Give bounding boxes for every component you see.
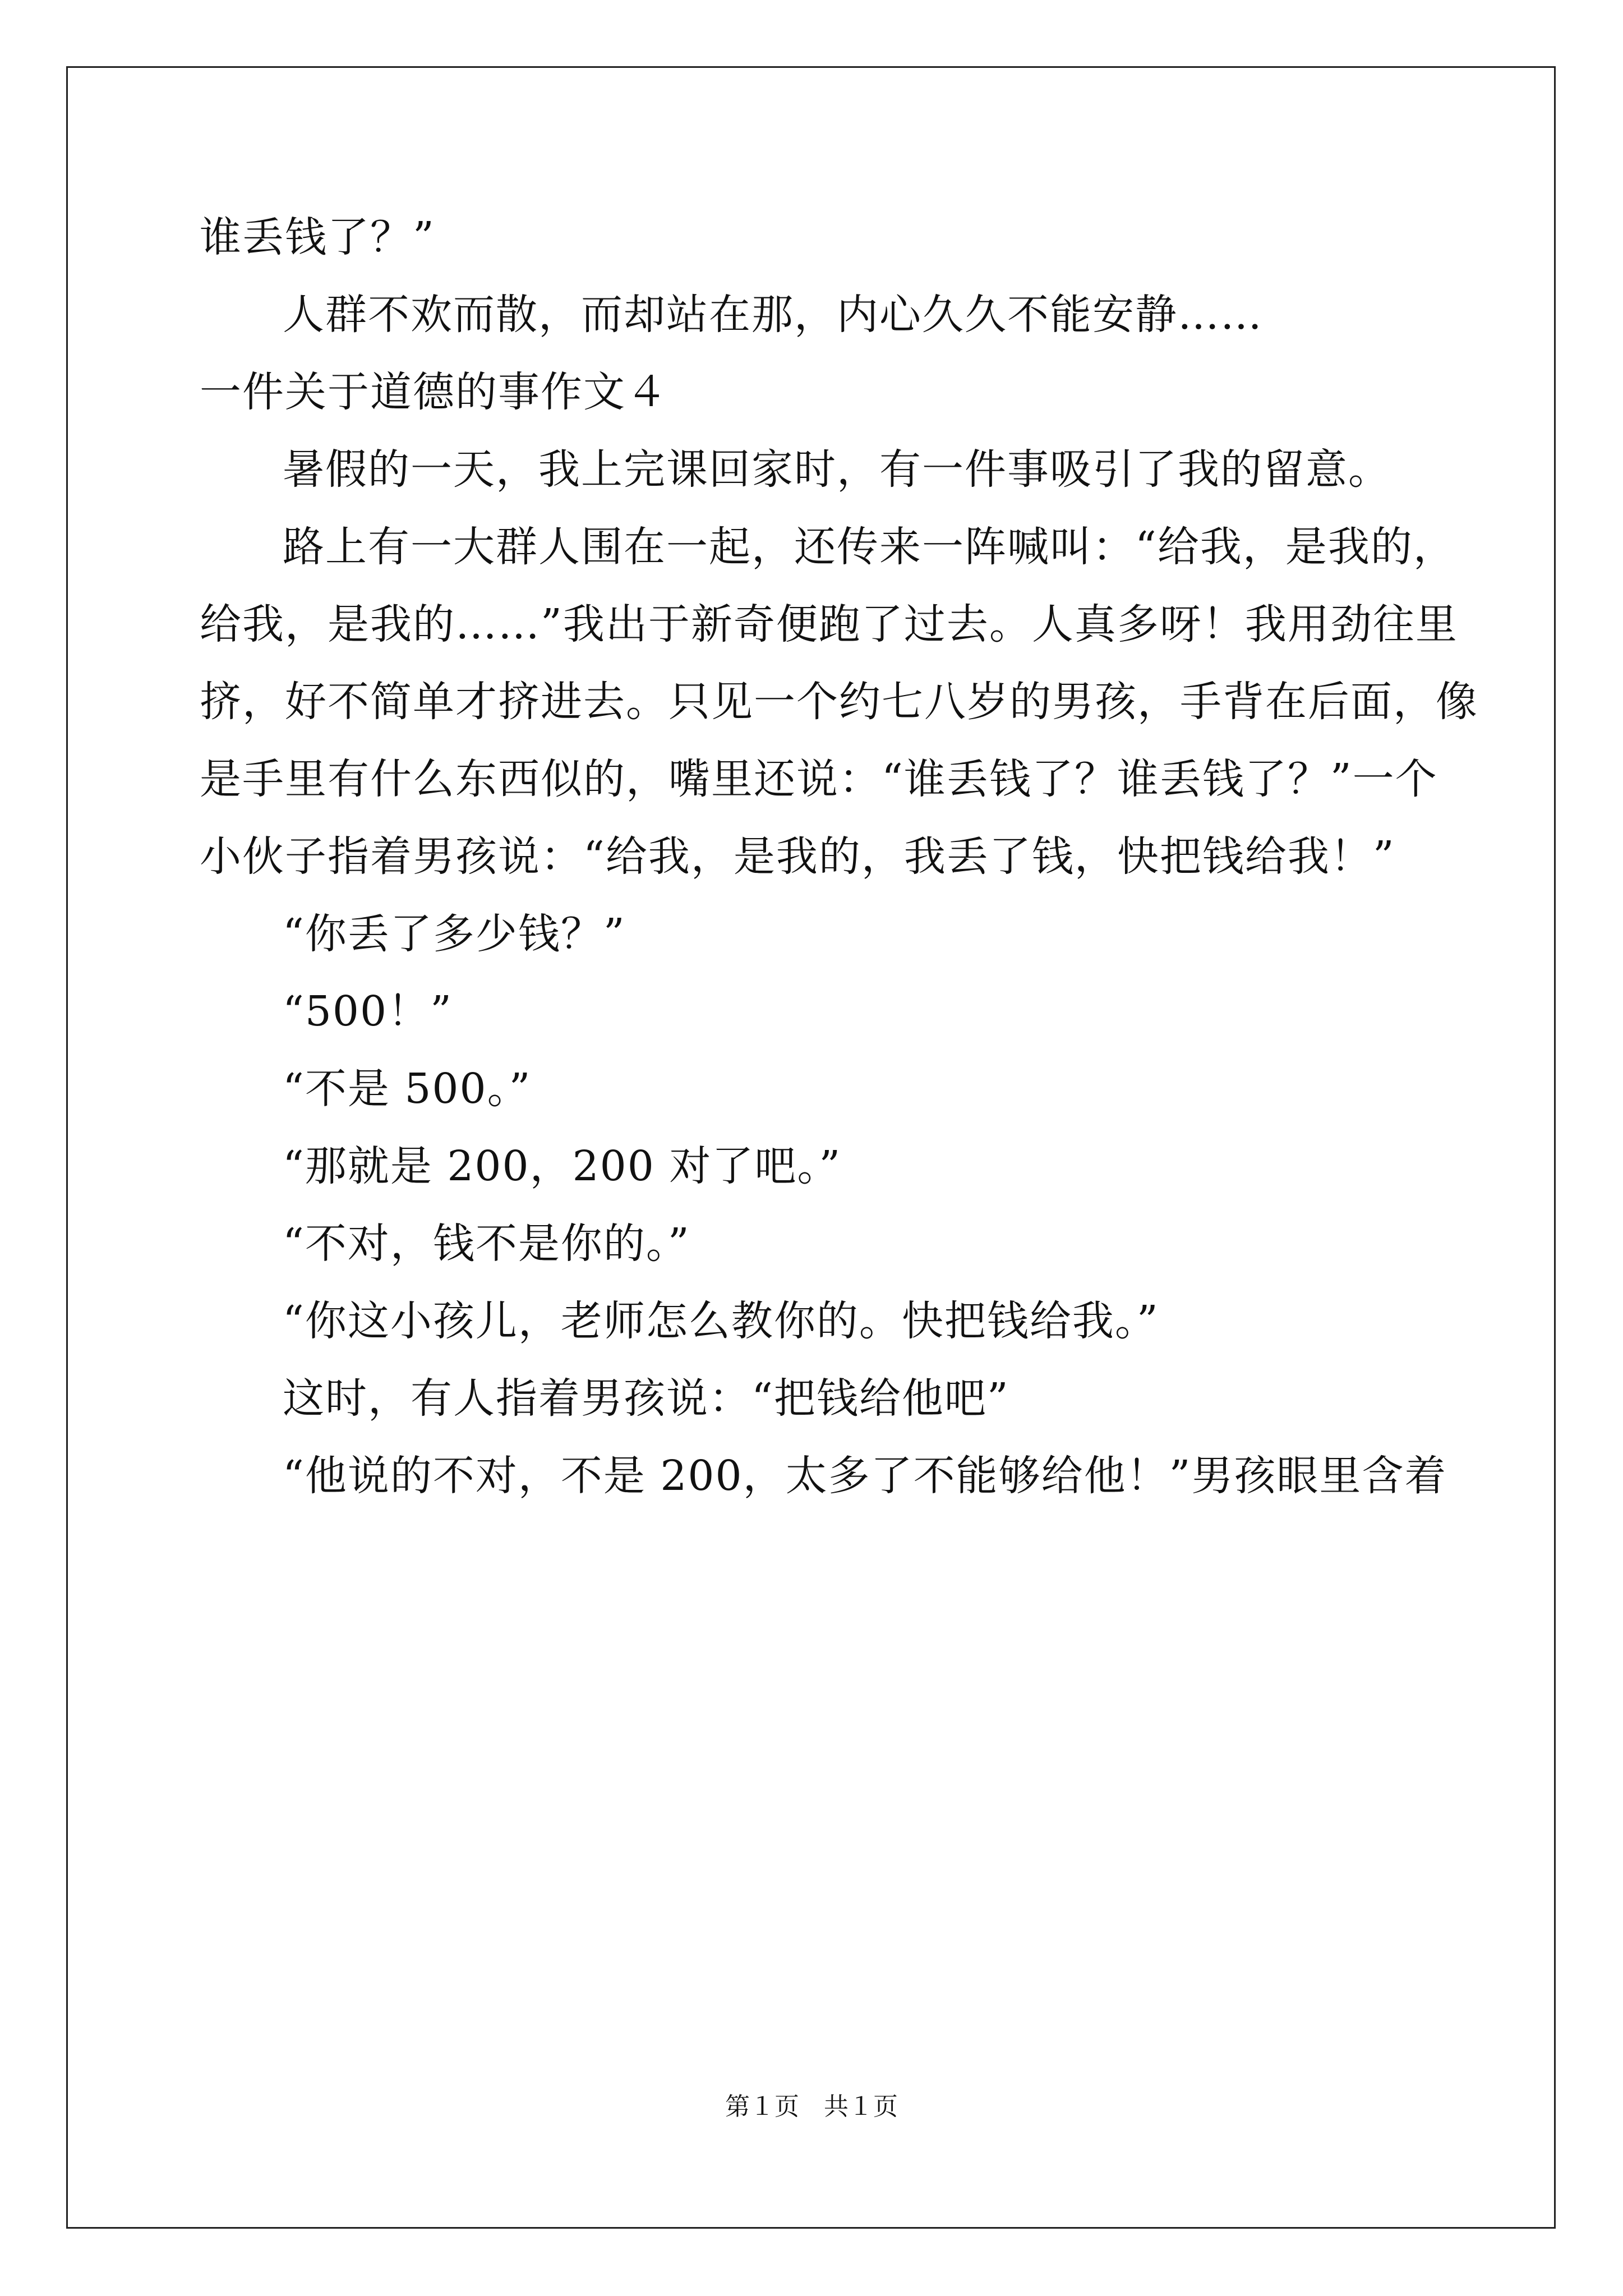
text-line: “不对，钱不是你的。” <box>283 1220 690 1268</box>
text-line: 路上有一大群人围在一起，还传来一阵喊叫：“给我，是我的， <box>283 523 1456 571</box>
text-line: 这时，有人指着男孩说：“把钱给他吧” <box>283 1374 1009 1423</box>
text-line: “你这小孩儿，老师怎么教你的。快把钱给我。” <box>283 1297 1159 1345</box>
page-total: 共１页 <box>824 2092 898 2121</box>
page-footer <box>0 2091 1623 2123</box>
text-line: 给我，是我的……”我出于新奇便跑了过去。人真多呀！我用劲往里 <box>200 600 1458 648</box>
text-line: “不是 500。” <box>283 1065 532 1113</box>
text-line: 挤，好不简单才挤进去。只见一个约七八岁的男孩，手背在后面，像 <box>200 678 1478 726</box>
text-line: 谁丢钱了？” <box>200 213 435 261</box>
text-line: “你丢了多少钱？” <box>283 910 626 958</box>
text-line: 人群不欢而散，而却站在那，内心久久不能安静…… <box>283 291 1263 339</box>
section-heading: 一件关于道德的事作文４ <box>200 368 668 416</box>
page-number: 第１页 <box>725 2092 799 2121</box>
text-line: 暑假的一天，我上完课回家时，有一件事吸引了我的留意。 <box>283 445 1391 494</box>
text-line: 小伙子指着男孩说：“给我，是我的，我丢了钱，快把钱给我！” <box>200 832 1395 881</box>
text-line: “500！” <box>283 987 453 1036</box>
text-line: 是手里有什么东西似的，嘴里还说：“谁丢钱了？谁丢钱了？”一个 <box>200 755 1438 803</box>
text-line: “他说的不对，不是 200，太多了不能够给他！”男孩眼里含着 <box>283 1452 1447 1500</box>
text-line: “那就是 200，200 对了吧。” <box>283 1142 842 1190</box>
